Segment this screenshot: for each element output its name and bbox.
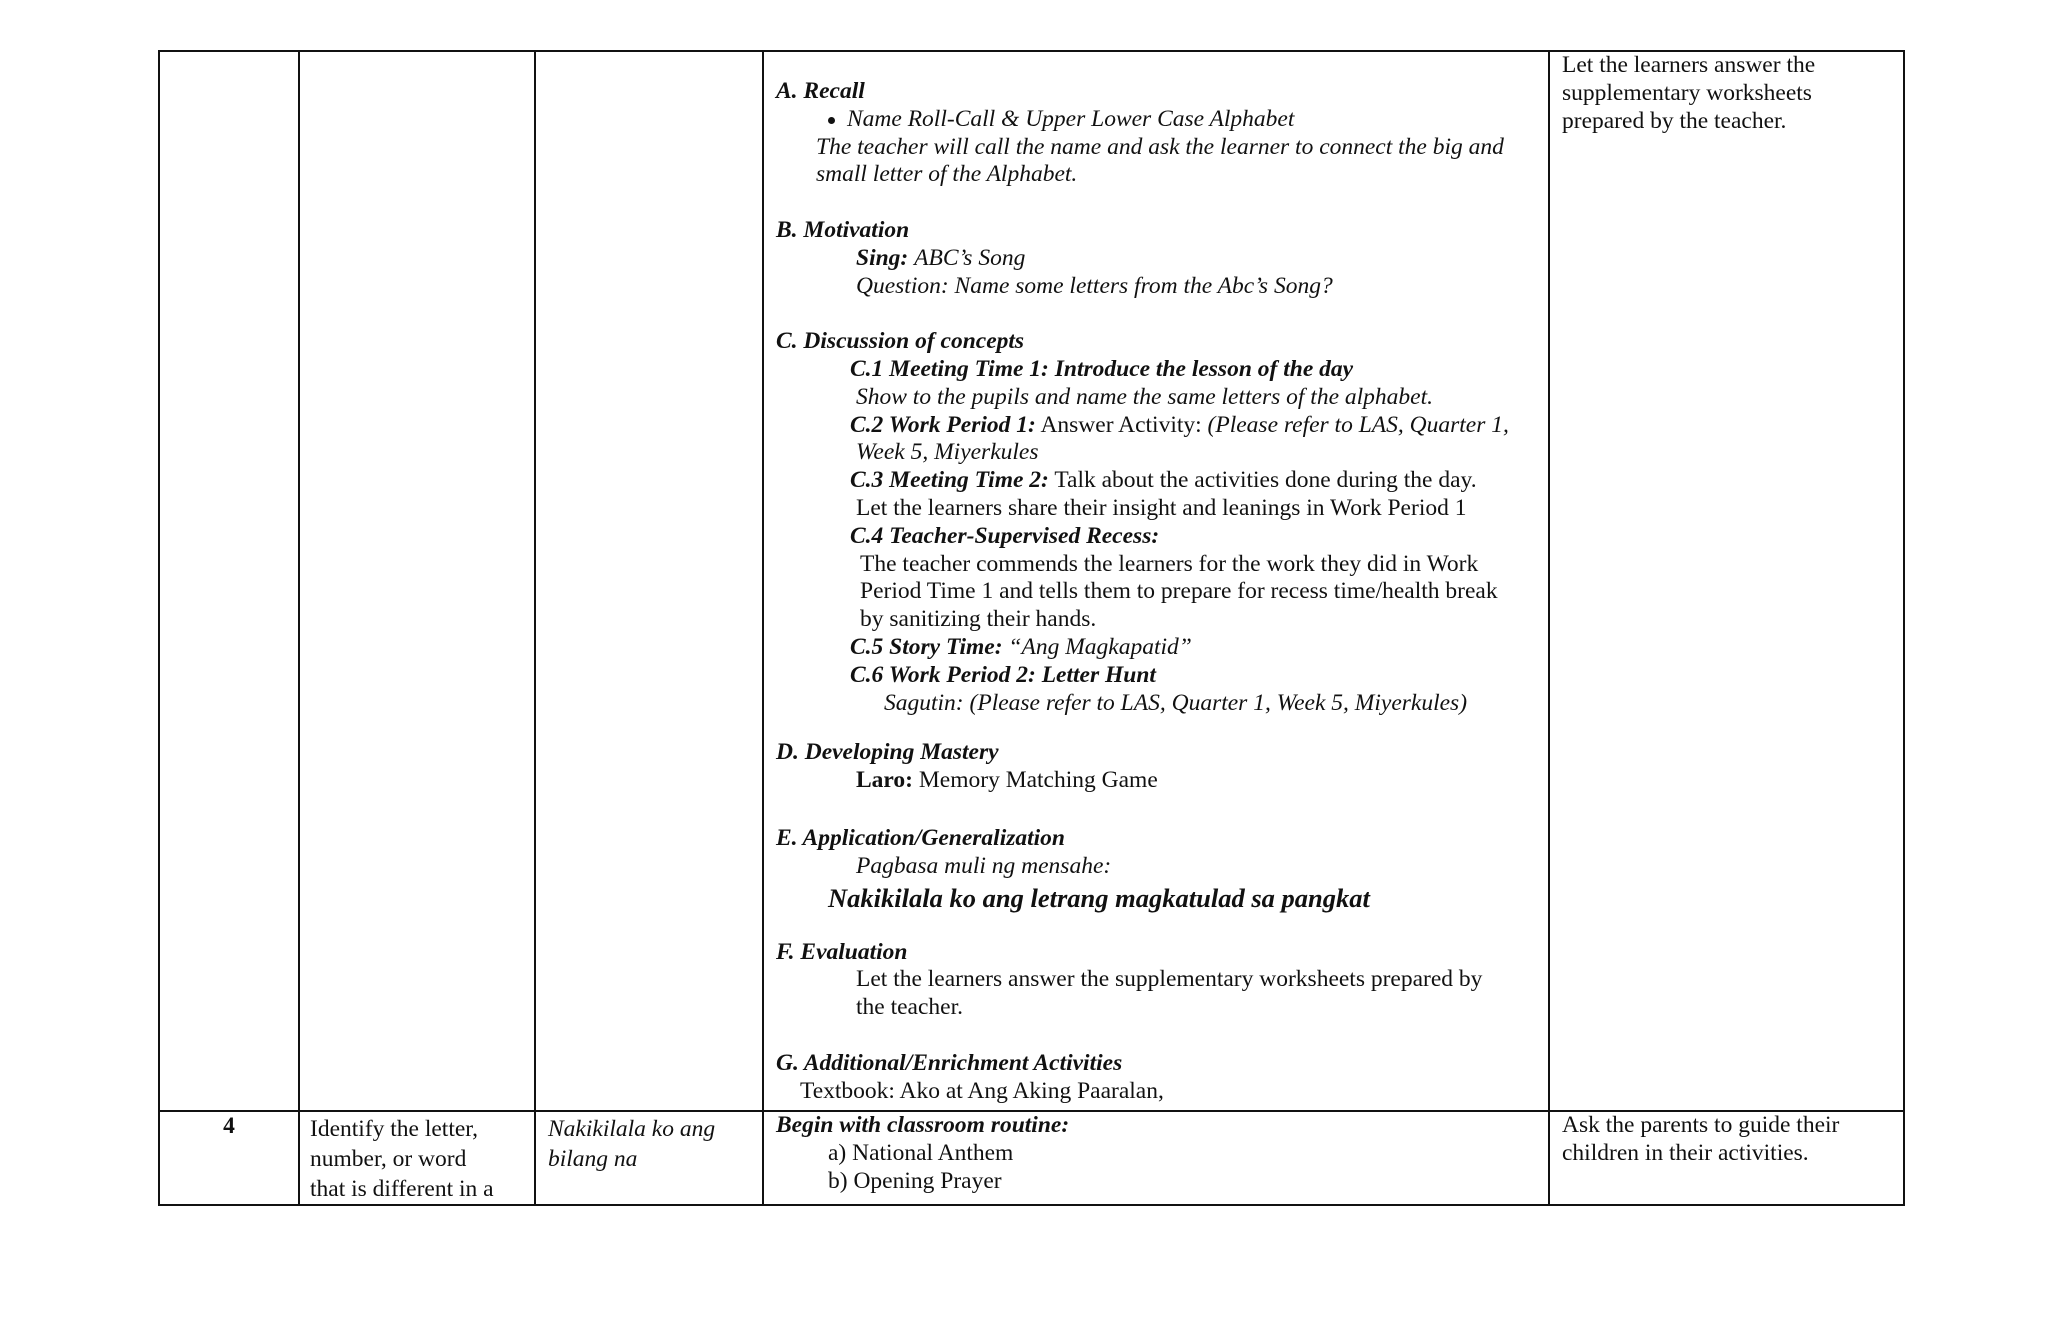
- remarks-text: Ask the parents to guide their: [1562, 1112, 1840, 1138]
- recall-text: small letter of the Alphabet.: [816, 161, 1078, 188]
- recall-heading: A. Recall: [776, 78, 865, 104]
- procedure-cell: [763, 1111, 1549, 1205]
- routine-heading: Begin with classroom routine:: [776, 1112, 1070, 1138]
- c5-line: [776, 634, 1548, 662]
- sing-label: Sing:: [856, 244, 909, 271]
- c3-text-continued: Let the learners share their insight and leanings in Work Period 1: [856, 494, 1467, 521]
- routine-item: b) Opening Prayer: [828, 1167, 1002, 1194]
- c4-label: C.4 Teacher-Supervised Recess:: [850, 522, 1160, 549]
- c2-activity: Answer Activity:: [1040, 411, 1202, 438]
- day-cell: [159, 51, 299, 1111]
- c2-label: C.2 Work Period 1:: [850, 411, 1036, 438]
- content-text: bilang na: [548, 1146, 638, 1172]
- c4-text: by sanitizing their hands.: [860, 606, 1097, 633]
- c1-label: C.1 Meeting Time 1: Introduce the lesson of the day: [850, 355, 1354, 382]
- question-text: Question: Name some letters from the Abc’s Song?: [856, 272, 1333, 299]
- laro-value: Memory Matching Game: [918, 767, 1158, 794]
- recall-text: The teacher will call the name and ask the learner to connect the big and: [816, 133, 1504, 160]
- c4-text: Period Time 1 and tells them to prepare for recess time/health break: [860, 578, 1498, 605]
- message-text: Nakikilala ko ang letrang magkatulad sa pangkat: [828, 882, 1370, 913]
- c2-ref: (Please refer to LAS, Quarter 1,: [1207, 411, 1509, 438]
- c5-label: C.5 Story Time:: [850, 633, 1003, 660]
- objective-text: Identify the letter,: [310, 1116, 479, 1142]
- c2-line: [776, 412, 1548, 440]
- remarks-cell: [1549, 51, 1904, 1111]
- textbook-text: Textbook: Ako at Ang Aking Paaralan,: [800, 1077, 1164, 1104]
- evaluation-heading: F. Evaluation: [776, 938, 908, 965]
- additional-heading: G. Additional/Enrichment Activities: [776, 1049, 1123, 1076]
- laro-label: Laro:: [856, 767, 914, 794]
- c3-line: [776, 467, 1548, 495]
- objective-cell: [299, 51, 535, 1111]
- recall-bullet-text: Name Roll-Call & Upper Lower Case Alphabet: [847, 105, 1295, 132]
- procedure-cell: [763, 51, 1549, 1111]
- c5-title: “Ang Magkapatid”: [1008, 633, 1192, 660]
- sing-line: [776, 245, 1548, 273]
- objective-text: that is different in a: [310, 1176, 494, 1202]
- evaluation-text: Let the learners answer the supplementary worksheets prepared by: [856, 966, 1483, 993]
- content-text: Nakikilala ko ang: [548, 1116, 716, 1142]
- remarks-cell: [1549, 1111, 1904, 1205]
- day-cell: [159, 1111, 299, 1205]
- lesson-plan-table: [158, 50, 1905, 1206]
- content-cell: [535, 51, 763, 1111]
- motivation-heading: B. Motivation: [776, 216, 910, 243]
- objective-cell: [299, 1111, 535, 1205]
- evaluation-text: the teacher.: [856, 994, 963, 1021]
- discussion-heading: C. Discussion of concepts: [776, 328, 1025, 355]
- bullet-icon: [828, 117, 835, 124]
- c6-label: C.6 Work Period 2: Letter Hunt: [850, 661, 1156, 688]
- sing-value: ABC’s Song: [914, 244, 1026, 271]
- c6-text: Sagutin: (Please refer to LAS, Quarter 1, Week 5, Miyerkules): [884, 689, 1468, 716]
- objective-text: number, or word: [310, 1146, 467, 1172]
- content-cell: [535, 1111, 763, 1205]
- recall-bullet-item: [776, 106, 1548, 134]
- routine-item: a) National Anthem: [828, 1139, 1014, 1166]
- remarks-text: prepared by the teacher.: [1562, 107, 1787, 134]
- table-row: [159, 51, 1904, 1111]
- mastery-heading: D. Developing Mastery: [776, 739, 999, 766]
- remarks-text: supplementary worksheets: [1562, 79, 1812, 106]
- c2-ref-continued: Week 5, Miyerkules: [856, 439, 1039, 466]
- application-heading: E. Application/Generalization: [776, 824, 1065, 851]
- remarks-text: Let the learners answer the: [1562, 52, 1816, 78]
- c3-text: Talk about the activities done during the day.: [1054, 467, 1477, 494]
- c4-text: The teacher commends the learners for the work they did in Work: [860, 550, 1479, 577]
- remarks-text: children in their activities.: [1562, 1139, 1809, 1166]
- c3-label: C.3 Meeting Time 2:: [850, 467, 1049, 494]
- laro-line: [776, 767, 1548, 795]
- pagbasa-text: Pagbasa muli ng mensahe:: [856, 852, 1112, 879]
- day-number: 4: [223, 1113, 235, 1139]
- c1-text: Show to the pupils and name the same letters of the alphabet.: [856, 383, 1433, 410]
- table-row: [159, 1111, 1904, 1205]
